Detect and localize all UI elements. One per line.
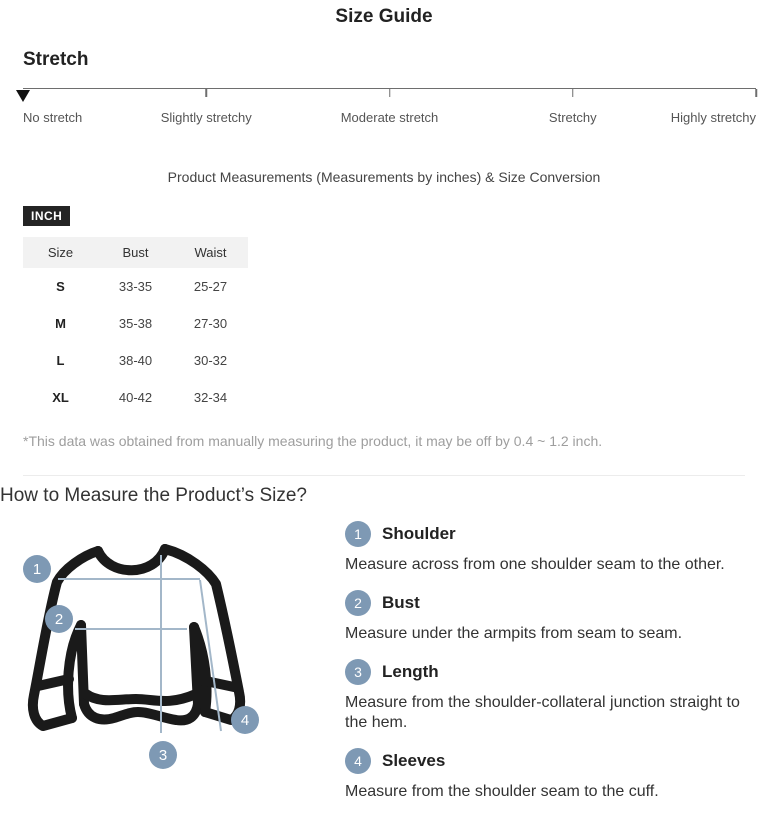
col-header-bust: Bust — [98, 237, 173, 268]
scale-tick — [572, 89, 574, 97]
step-header — [345, 748, 760, 774]
col-header-size: Size — [23, 237, 98, 268]
waist-value: 32-34 — [193, 390, 228, 405]
diagram-marker-number: 4 — [240, 712, 250, 729]
stretch-scale-labels — [23, 110, 756, 128]
stretch-marker-triangle-icon — [16, 90, 30, 102]
stretch-scale — [23, 88, 756, 134]
size-table-header-row — [23, 237, 248, 268]
step-label: Shoulder — [382, 524, 456, 543]
diagram-marker-number: 3 — [158, 747, 168, 764]
size-value: M — [55, 316, 66, 331]
step-description: Measure from the shoulder-collateral junction straight to the hem. — [345, 694, 740, 731]
step-number-badge: 4 — [345, 748, 371, 774]
sweater-diagram — [0, 521, 345, 817]
waist-value: 27-30 — [193, 316, 228, 331]
table-row — [23, 268, 248, 305]
scale-tick — [389, 89, 391, 97]
step-label: Sleeves — [382, 751, 446, 770]
step-description: Measure from the shoulder seam to the cuff. — [345, 783, 659, 800]
list-item — [345, 590, 760, 644]
step-header — [345, 521, 760, 547]
page-title: Size Guide — [335, 6, 433, 27]
table-row — [23, 305, 248, 342]
col-header-waist: Waist — [173, 237, 248, 268]
waist-value: 30-32 — [193, 353, 228, 368]
scale-tick — [206, 89, 208, 97]
measure-steps-list — [345, 521, 768, 817]
step-number-badge: 1 — [345, 521, 371, 547]
size-value: S — [56, 279, 65, 294]
stretch-scale-bar — [23, 88, 756, 97]
size-value: XL — [52, 390, 69, 405]
step-number-badge: 2 — [345, 590, 371, 616]
step-label: Bust — [382, 593, 420, 612]
stretch-heading: Stretch — [23, 49, 89, 70]
step-header — [345, 659, 760, 685]
measurement-disclaimer: *This data was obtained from manually measuring the product, it may be off by 0.4 ~ 1.2 inch. — [23, 433, 603, 449]
step-label: Length — [382, 662, 439, 681]
bust-value: 38-40 — [118, 353, 153, 368]
step-description: Measure across from one shoulder seam to the other. — [345, 556, 725, 573]
bust-value: 35-38 — [118, 316, 153, 331]
how-to-measure-heading: How to Measure the Product’s Size? — [0, 485, 307, 506]
unit-badge-inch[interactable]: INCH — [23, 206, 70, 226]
waist-value: 25-27 — [193, 279, 228, 294]
scale-label-moderate-stretch: Moderate stretch — [340, 110, 439, 125]
step-description: Measure under the armpits from seam to seam. — [345, 625, 683, 642]
bust-value: 33-35 — [118, 279, 153, 294]
scale-tick — [755, 89, 757, 97]
list-item — [345, 659, 760, 733]
list-item — [345, 521, 760, 575]
scale-label-highly-stretchy: Highly stretchy — [670, 110, 756, 125]
scale-label-slightly-stretchy: Slightly stretchy — [160, 110, 252, 125]
diagram-marker-number: 2 — [54, 611, 64, 628]
size-value: L — [56, 353, 65, 368]
sweater-illustration-icon — [0, 535, 320, 785]
bust-value: 40-42 — [118, 390, 153, 405]
scale-label-no-stretch: No stretch — [23, 110, 83, 125]
table-row — [23, 342, 248, 379]
step-number-badge: 3 — [345, 659, 371, 685]
list-item — [345, 748, 760, 802]
table-row — [23, 379, 248, 416]
size-table — [23, 237, 248, 416]
how-to-measure-section — [0, 521, 768, 817]
section-divider — [23, 475, 745, 476]
measurements-caption: Product Measurements (Measurements by inches) & Size Conversion — [167, 169, 601, 185]
diagram-marker-number: 1 — [32, 561, 42, 578]
step-header — [345, 590, 760, 616]
scale-label-stretchy: Stretchy — [548, 110, 597, 125]
